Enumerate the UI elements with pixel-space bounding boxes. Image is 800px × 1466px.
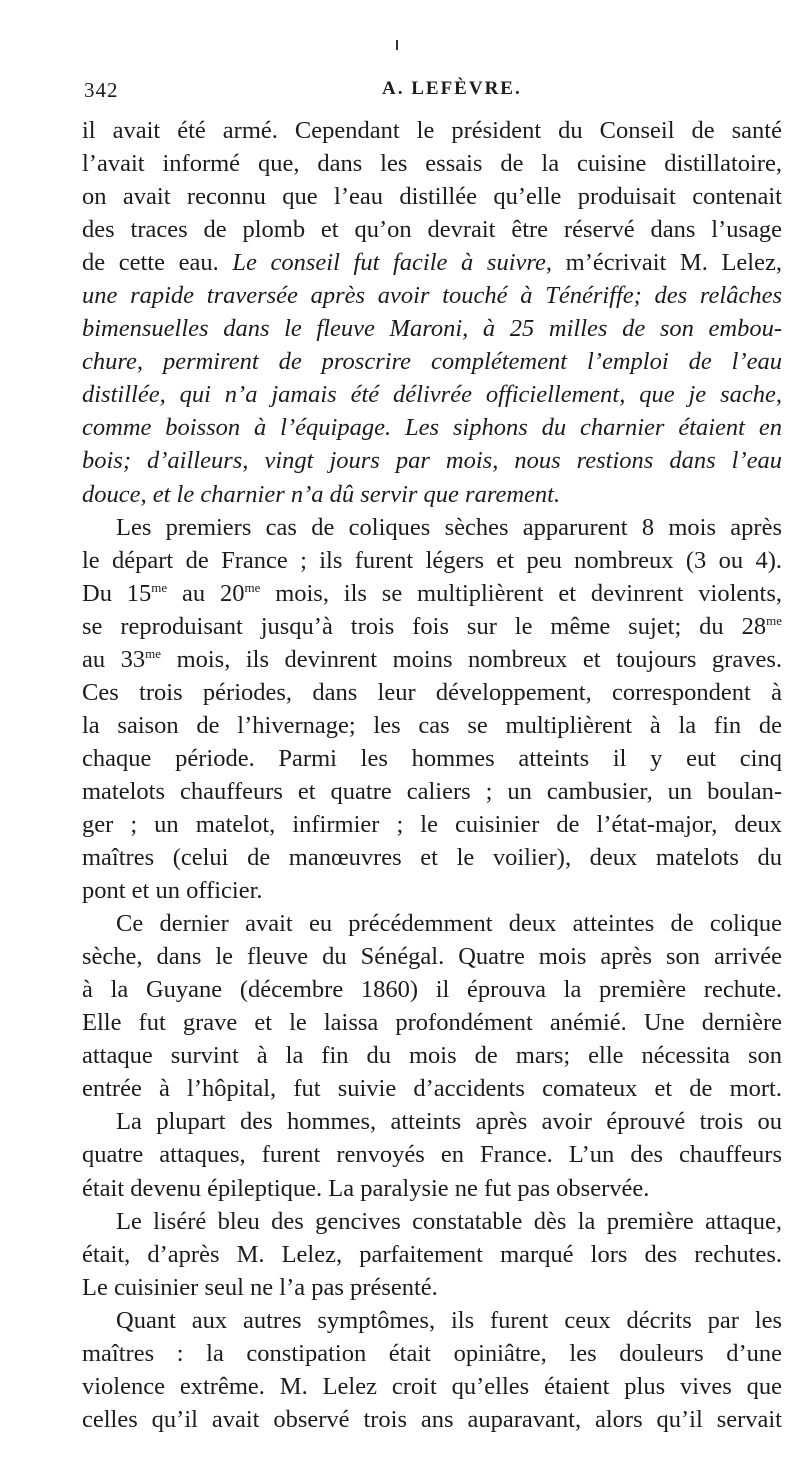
text-line: Du $15^{me}$ au $20^{me}$ mois, ils se multiplièrent et devinrent violents,	[82, 579, 782, 607]
text-line: de cette eau. Le conseil fut facile à suivre, m’écrivait M. Lelez,	[82, 249, 782, 277]
print-tick-mark	[396, 40, 398, 50]
text-line: bimensuelles dans le fleuve Maroni, à 25 milles de son embou-	[82, 315, 782, 343]
text-line: maîtres (celui de manœuvres et le voilier), deux matelots du	[82, 844, 782, 872]
text-line: pont et un officier.	[82, 877, 263, 905]
text-line: Quant aux autres symptômes, ils furent ceux décrits par les	[116, 1306, 782, 1334]
text-line: était devenu épileptique. La paralysie ne fut pas observée.	[82, 1174, 650, 1202]
text-line: Elle fut grave et le laissa profondément anémié. Une dernière	[82, 1009, 782, 1037]
page-number: 342	[84, 78, 119, 102]
text-line: celles qu’il avait observé trois ans auparavant, alors qu’il servait	[82, 1405, 782, 1433]
text-line: Ces trois périodes, dans leur développement, correspondent à	[82, 678, 782, 706]
text-line: quatre attaques, furent renvoyés en France. L’un des chauffeurs	[82, 1141, 782, 1169]
text-line: bois; d’ailleurs, vingt jours par mois, nous restions dans l’eau	[82, 447, 782, 475]
text-line: la saison de l’hivernage; les cas se multiplièrent à la fin de	[82, 711, 782, 739]
text-line: chure, permirent de proscrire complétement l’emploi de l’eau	[82, 348, 782, 376]
text-line: était, d’après M. Lelez, parfaitement marqué lors des rechutes.	[82, 1240, 782, 1268]
text-line: Ce dernier avait eu précédemment deux atteintes de colique	[116, 910, 782, 938]
text-line: on avait reconnu que l’eau distillée qu’elle produisait contenait	[82, 183, 782, 211]
text-line: une rapide traversée après avoir touché à Ténériffe; des relâches	[82, 282, 782, 310]
text-line: matelots chauffeurs et quatre caliers ; un cambusier, un boulan-	[82, 777, 782, 805]
text-line: douce, et le charnier n’a dû servir que rarement.	[82, 480, 561, 508]
text-line: à la Guyane (décembre 1860) il éprouva la première rechute.	[82, 976, 782, 1004]
page-header	[84, 78, 784, 108]
text-line: Les premiers cas de coliques sèches apparurent 8 mois après	[116, 513, 782, 541]
text-line: maîtres : la constipation était opiniâtre, les douleurs d’une	[82, 1339, 782, 1367]
text-line: Le cuisinier seul ne l’a pas présenté.	[82, 1273, 438, 1301]
running-head: A. LEFÈVRE.	[382, 78, 522, 99]
text-line: La plupart des hommes, atteints après avoir éprouvé trois ou	[116, 1108, 782, 1136]
text-line: le départ de France ; ils furent légers et peu nombreux (3 ou 4).	[82, 546, 782, 574]
text-line: comme boisson à l’équipage. Les siphons du charnier étaient en	[82, 414, 782, 442]
text-line: ger ; un matelot, infirmier ; le cuisinier de l’état-major, deux	[82, 810, 782, 838]
text-line: au $33^{me}$ mois, ils devinrent moins nombreux et toujours graves.	[82, 645, 782, 673]
text-line: l’avait informé que, dans les essais de la cuisine distillatoire,	[82, 150, 782, 178]
text-line: il avait été armé. Cependant le président du Conseil de santé	[82, 117, 782, 144]
text-line: chaque période. Parmi les hommes atteints il y eut cinq	[82, 744, 782, 772]
text-line: sèche, dans le fleuve du Sénégal. Quatre mois après son arrivée	[82, 943, 782, 971]
body-text	[82, 114, 782, 1436]
text-line: violence extrême. M. Lelez croit qu’elles étaient plus vives que	[82, 1372, 782, 1400]
text-line: attaque survint à la fin du mois de mars; elle nécessita son	[82, 1042, 782, 1070]
text-line: distillée, qui n’a jamais été délivrée officiellement, que je sache,	[82, 381, 782, 409]
text-line: se reproduisant jusqu’à trois fois sur le même sujet; du $28^{me}$	[82, 612, 782, 640]
text-line: des traces de plomb et qu’on devrait être réservé dans l’usage	[82, 216, 782, 244]
text-line: Le liséré bleu des gencives constatable dès la première attaque,	[116, 1207, 782, 1235]
text-line: entrée à l’hôpital, fut suivie d’accidents comateux et de mort.	[82, 1075, 782, 1103]
